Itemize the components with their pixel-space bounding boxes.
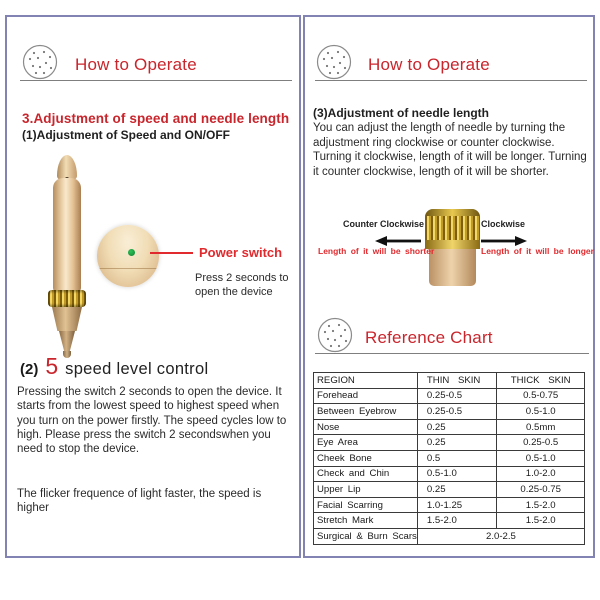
table-cell: Forehead (314, 388, 418, 404)
section-title: How to Operate (368, 55, 490, 74)
reference-chart-title: Reference Chart (365, 328, 493, 347)
pen-body (53, 178, 81, 292)
needle-cartridge-icon (316, 44, 352, 80)
header-underline (315, 353, 589, 354)
table-row (314, 435, 585, 451)
shorter-note: Length of it will be shorter (318, 246, 435, 256)
pen-lower-taper (52, 307, 82, 331)
table-cell: 1.5-2.0 (497, 513, 585, 529)
adjustment-ring-image (425, 209, 480, 249)
table-cell: Surgical & Burn Scars (314, 528, 418, 544)
pen-adjustment-ring (48, 290, 86, 307)
power-switch-label: Power switch (199, 245, 283, 260)
table-cell-merged: 2.0-2.5 (417, 528, 584, 544)
flicker-paragraph: The flicker frequence of light faster, the speed is higher (17, 488, 262, 515)
needle-length-paragraph: You can adjust the length of needle by turning the adjustment ring clockwise or counter clockwise. Turning it clockwise, length of it will be longer. Turning it counter clockwise, length of it will be shorter. (313, 122, 587, 178)
speed-level-suffix: speed level control (65, 360, 209, 378)
table-row (314, 419, 585, 435)
table-cell: 1.0-1.25 (417, 497, 496, 513)
table-cell: 1.5-2.0 (417, 513, 496, 529)
power-switch-zoom-circle (97, 225, 159, 287)
table-cell: Upper Lip (314, 482, 418, 498)
power-switch-note: Press 2 seconds to open the device (195, 272, 289, 298)
table-row (314, 482, 585, 498)
speed-paragraph: Pressing the switch 2 seconds to open the device. It starts from the lowest speed to highest speed when you turn on the power firstly. The speed cycles low to high. Please press the switch 2 secondswhen you need to stop the device. (17, 386, 287, 455)
needle-cartridge-icon (22, 44, 58, 80)
left-page-panel (5, 15, 301, 558)
reference-table-body (314, 373, 585, 545)
table-cell: Stretch Mark (314, 513, 418, 529)
reference-table (313, 372, 585, 545)
table-cell: 1.0-2.0 (497, 466, 585, 482)
table-row (314, 466, 585, 482)
speed-level-prefix: (2) (20, 361, 39, 378)
table-cell: 1.5-2.0 (497, 497, 585, 513)
table-header-cell: THICK SKIN (497, 373, 585, 389)
header-underline (315, 80, 587, 81)
table-cell: 0.25 (417, 435, 496, 451)
right-page-panel (303, 15, 595, 558)
table-row (314, 513, 585, 529)
table-cell: 0.25-0.75 (497, 482, 585, 498)
table-row (314, 497, 585, 513)
needle-cartridge-icon (317, 317, 353, 353)
table-cell: 0.5-1.0 (497, 404, 585, 420)
adjustment-ring-body (429, 249, 476, 286)
counter-clockwise-label: Counter Clockwise (343, 219, 425, 229)
table-row (314, 450, 585, 466)
table-cell: Nose (314, 419, 418, 435)
table-header-cell: THIN SKIN (417, 373, 496, 389)
table-cell: Cheek Bone (314, 450, 418, 466)
speed-onoff-subheading: (1)Adjustment of Speed and ON/OFF (22, 128, 231, 142)
table-cell: 0.5-1.0 (497, 450, 585, 466)
table-cell: Eye Area (314, 435, 418, 451)
table-cell: 0.5-1.0 (417, 466, 496, 482)
table-cell: 0.5-0.75 (497, 388, 585, 404)
table-cell: Check and Chin (314, 466, 418, 482)
table-cell: Between Eyebrow (314, 404, 418, 420)
table-cell: 0.25 (417, 419, 496, 435)
table-footer-row (314, 528, 585, 544)
table-header-cell: REGION (314, 373, 418, 389)
power-switch-green-dot (128, 249, 135, 256)
table-cell: 0.25 (417, 482, 496, 498)
table-cell: 0.25-0.5 (417, 388, 496, 404)
clockwise-label: Clockwise (481, 219, 526, 229)
table-cell: 0.5mm (497, 419, 585, 435)
table-cell: 0.25-0.5 (417, 404, 496, 420)
pen-tip (59, 331, 75, 351)
power-switch-callout-line (150, 252, 193, 254)
speed-level-heading (20, 353, 208, 380)
speed-level-number: 5 (45, 353, 59, 379)
header-underline (20, 80, 292, 81)
table-row (314, 404, 585, 420)
table-header-row (314, 373, 585, 389)
table-cell: 0.25-0.5 (497, 435, 585, 451)
table-cell: 0.5 (417, 450, 496, 466)
speed-needle-heading: 3.Adjustment of speed and needle length (22, 111, 290, 126)
table-cell: Facial Scarring (314, 497, 418, 513)
longer-note: Length of it will be longer (481, 246, 594, 256)
section-title: How to Operate (75, 55, 197, 74)
needle-length-heading: (3)Adjustment of needle length (313, 106, 490, 120)
table-row (314, 388, 585, 404)
